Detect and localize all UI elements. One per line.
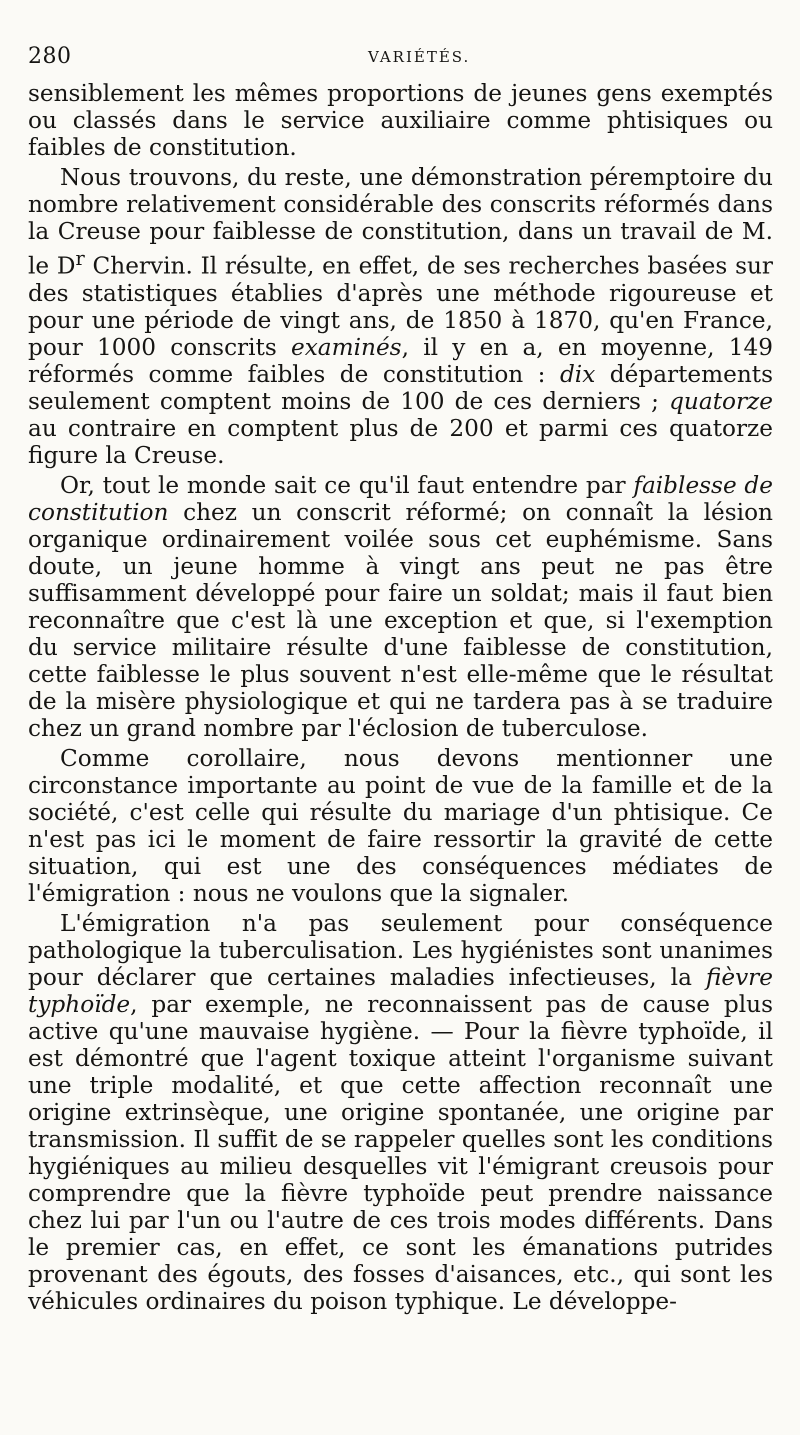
text-run: au contraire en comptent plus de 200 et parmi ces quatorze figure la Creuse. bbox=[28, 414, 773, 469]
text-run: Nous trouvons, du reste, une démonstration péremptoire du nombre relativement considérable des conscrits réformés dans la Creuse pour faiblesse de constitution, dans un travail de M. le D bbox=[28, 164, 773, 280]
paragraph-1 bbox=[28, 80, 773, 161]
paragraph-3 bbox=[28, 472, 773, 742]
text-run: départements seulement comptent moins de 100 de ces derniers ; bbox=[28, 360, 773, 415]
paragraph-5 bbox=[28, 910, 773, 1315]
text-run: , il y en a, en moyenne, 149 réformés comme faibles de constitution : bbox=[28, 333, 773, 388]
page-number: 280 bbox=[28, 44, 72, 69]
text-run: , par exemple, ne reconnaissent pas de cause plus active qu'une mauvaise hygiène. — Pour la fièvre typhoïde, il est démontré que l'agent toxique atteint l'organisme suivant une triple modalité, et que cette affection reconnaît une origine extrinsèque, une origine spontanée, une origine par transmission. Il suffit de se rappeler quelles sont les conditions hygiéniques au milieu desquelles vit l'émigrant creusois pour comprendre que la fièvre typhoïde peut prendre naissance chez lui par l'un ou l'autre de ces trois modes différents. Dans le premier cas, en effet, ce sont les émanations putrides provenant des égouts, des fosses d'aisances, etc., qui sont les véhicules ordinaires du poison typhique. Le développe- bbox=[28, 990, 773, 1315]
text-run-superscript: r bbox=[75, 247, 85, 270]
text-run-italic: faiblesse de constitution bbox=[28, 471, 773, 526]
text-run-italic: fièvre typhoïde bbox=[28, 963, 773, 1018]
text-run: Chervin. Il résulte, en effet, de ses recherches basées sur des statistiques établies d'après une méthode rigoureuse et pour une période de vingt ans, de 1850 à 1870, qu'en France, pour 1000 conscrits bbox=[28, 252, 773, 361]
running-head: VARIÉTÉS. bbox=[368, 48, 471, 66]
text-run: chez un conscrit réformé; on connaît la lésion organique ordinairement voilée sous cet euphémisme. Sans doute, un jeune homme à vingt ans peut ne pas être suffisamment développé pour faire un soldat; mais il faut bien reconnaître que c'est là une exception et que, si l'exemption du service militaire résulte d'une faiblesse de constitution, cette faiblesse le plus souvent n'est elle-même que le résultat de la misère physiologique et qui ne tardera pas à se traduire chez un grand nombre par l'éclosion de tuberculose. bbox=[28, 498, 773, 742]
text-run: Or, tout le monde sait ce qu'il faut entendre par bbox=[60, 471, 634, 499]
body-text bbox=[28, 80, 773, 1315]
text-run: sensiblement les mêmes proportions de jeunes gens exemptés ou classés dans le service auxiliaire comme phtisiques ou faibles de constitution. bbox=[28, 80, 773, 161]
text-run: L'émigration n'a pas seulement pour conséquence pathologique la tuberculisation. Les hygiénistes sont unanimes pour déclarer que certaines maladies infectieuses, la bbox=[28, 909, 773, 991]
paragraph-4 bbox=[28, 745, 773, 907]
paragraph-2 bbox=[28, 164, 773, 469]
text-run-italic: quatorze bbox=[669, 387, 773, 415]
text-run-italic: dix bbox=[559, 360, 596, 388]
page-header bbox=[28, 40, 773, 80]
text-run: Comme corollaire, nous devons mentionner une circonstance importante au point de vue de la famille et de la société, c'est celle qui résulte du mariage d'un phtisique. Ce n'est pas ici le moment de faire ressortir la gravité de cette situation, qui est une des conséquences médiates de l'émigration : nous ne voulons que la signaler. bbox=[28, 744, 773, 907]
text-run-italic: examinés bbox=[291, 333, 402, 361]
